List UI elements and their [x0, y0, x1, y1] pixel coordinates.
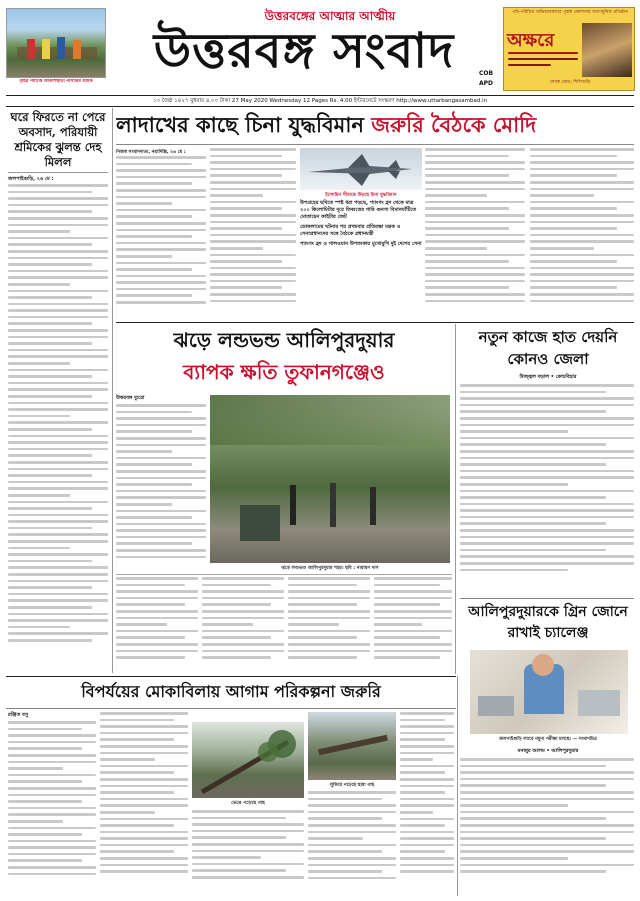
masthead-cob: COB: [479, 70, 494, 77]
disaster-col-4: [308, 791, 396, 893]
storm-headline-black: ঝড়ে লন্ডভন্ড আলিপুরদুয়ার: [173, 328, 395, 352]
disaster-rule-bottom: [6, 708, 456, 709]
storm-photo-2-caption: লুকিয়ে পড়েছে ছায়া গাছ: [329, 783, 375, 788]
masthead-left-photo-caption: বৃষ্টির পর্যাপ্তে আকাশছাড়া নার্সারির শ্রমিক: [19, 79, 93, 84]
top-story-headline-red: জরুরি বৈঠকে মোদি: [371, 112, 537, 137]
dateline-rule-top: [6, 95, 634, 96]
fighter-jet-icon: [300, 148, 422, 190]
green-zone-byline: মনজুর আলম • আলিপুরদুয়ার: [517, 748, 579, 754]
disaster-col-2: [100, 712, 188, 893]
top-story-rule: [116, 144, 634, 145]
green-zone-body: [460, 758, 634, 892]
green-zone-headline: আলিপুরদুয়ারকে গ্রিন জোনে রাখাই চ্যালেঞ্জ: [468, 604, 628, 641]
storm-photo-caption: ঝড়ে লণ্ডভণ্ড আলিপুরদুয়ার শহর। ছবি : নারায়ণ দাস: [281, 566, 379, 571]
storm-rule: [116, 574, 452, 575]
disaster-photo: [192, 722, 304, 798]
left-sidebar-dateline: জলপাইগুড়ি, ২৬ মে :: [8, 176, 54, 182]
left-sidebar-headline: ঘরে ফিরতে না পেরে অবসাদ, পরিযায়ী শ্রমিকের ঝুলন্ত দেহ মিলল: [10, 110, 106, 169]
top-story-highlight-2: ডোকলামের ঘটনার পর প্রথমবার প্রতিরক্ষা মন্ত্রক ও সেনাপ্রধানদের সঙ্গে বৈঠকে প্রধানমন্ত্রী: [300, 224, 401, 237]
top-story-col-1: [116, 156, 206, 321]
storm-col-2: [116, 577, 198, 669]
green-zone-photo: [470, 650, 628, 734]
disaster-photo-caption: ভেঙে পড়েছে গাছ: [231, 801, 265, 806]
top-story-photo-caption: ইন্দোচিন সীমান্তে উড়ছে চিনা যুদ্ধবিমান: [325, 193, 397, 198]
masthead-apd: APD: [479, 80, 494, 87]
top-story-highlights: [300, 200, 422, 248]
ad-lines: [508, 52, 578, 70]
disaster-col-3: [192, 810, 304, 893]
disaster-byline: রঞ্জিত বসু: [8, 712, 29, 718]
masthead-tagline: উত্তরবঙ্গের আত্মার আত্মীয়: [264, 9, 396, 23]
ad-top-text: পাঠ-পরিচিত অভিভাবকদের পুস্তক প্রকাশনার অত্যাধুনিক প্রতিষ্ঠান: [512, 10, 628, 15]
top-story-highlight-1: উপগ্রহের ছবিতে স্পষ্ট ধরা পড়ছে, প্যাংগং হ্রদ থেকে মাত্র ২০০ কিলোমিটার দূরে তিব্বতের গারি গুনসা বিমানঘাঁটিতে মোতায়েন ফাইটার জেট: [300, 200, 417, 220]
top-story-bottom-rule: [116, 322, 634, 323]
masthead-left-photo: [6, 8, 106, 78]
top-story-jet-photo: [300, 148, 422, 190]
bottom-right-divider: [457, 676, 458, 896]
jobs-rule: [460, 598, 634, 599]
ad-bottom-text: সেবক রোড, শিলিগুড়ি: [549, 80, 591, 85]
storm-byline: উত্তরবঙ্গ ব্যুরো: [116, 395, 145, 401]
left-sidebar-body: [8, 184, 108, 664]
disaster-col-1: [8, 721, 96, 893]
storm-headline-red: ব্যাপক ক্ষতি তুফানগঞ্জেও: [183, 360, 385, 384]
storm-col-5: [374, 577, 452, 669]
left-column-divider: [112, 108, 113, 673]
right-column-divider: [455, 324, 456, 674]
storm-photo: [210, 395, 450, 563]
dateline-bar: ১৩ জৈষ্ঠ ১৪২৭ বুধবার ৪.০০ টাকা 27 May 2020 Wednesday 12 Pages Rs. 4.00 ইন্টারনেটে সংস্করণ http://www.uttarbangasambad.in: [152, 98, 488, 104]
disaster-col-5: [400, 712, 454, 893]
disaster-rule-top: [6, 676, 456, 677]
top-story-highlight-3: প্যাংগং হ্রদ ও গালওয়ান উপত্যকায় মুখোমুখি দুই দেশের সেনা: [300, 241, 422, 247]
storm-col-4: [288, 577, 370, 669]
top-story-col-4: [530, 148, 634, 321]
top-story-col-3: [425, 148, 525, 321]
top-story-headline-black: লাদাখের কাছে চিনা যুদ্ধবিমান: [116, 112, 364, 137]
ad-photo: [582, 23, 632, 77]
storm-col-1: [116, 404, 206, 574]
left-sidebar-rule: [8, 172, 108, 173]
jobs-byline: উজ্জ্বল বড়াল • কোচবিহার: [519, 374, 577, 380]
ad-brand: অক্ষরে: [507, 30, 555, 51]
top-story-dateline: নিজস্ব সংবাদদাতা, নয়াদিল্লি, ২৬ মে :: [116, 150, 186, 155]
jobs-body: [460, 384, 634, 594]
top-story-col-2: [210, 148, 296, 321]
green-zone-photo-caption: জলপাইগুড়ি ল্যাবে নমুনা পরীক্ষা চলছে। — সংবাদচিত্র: [499, 737, 597, 742]
storm-col-3: [202, 577, 284, 669]
fallen-tree-icon: [192, 722, 304, 798]
dateline-rule-bottom: [6, 106, 634, 107]
top-story-headline: [116, 108, 636, 142]
masthead-title: উত্তরবঙ্গ সংবাদ: [153, 23, 455, 79]
jobs-headline: নতুন কাজে হাত দেয়নি কোনও জেলা: [478, 328, 618, 368]
disaster-headline: বিপর্যয়ের মোকাবিলায় আগাম পরিকল্পনা জরুরি: [81, 682, 381, 701]
storm-photo-2: [308, 712, 396, 780]
masthead-ad[interactable]: [503, 7, 635, 91]
